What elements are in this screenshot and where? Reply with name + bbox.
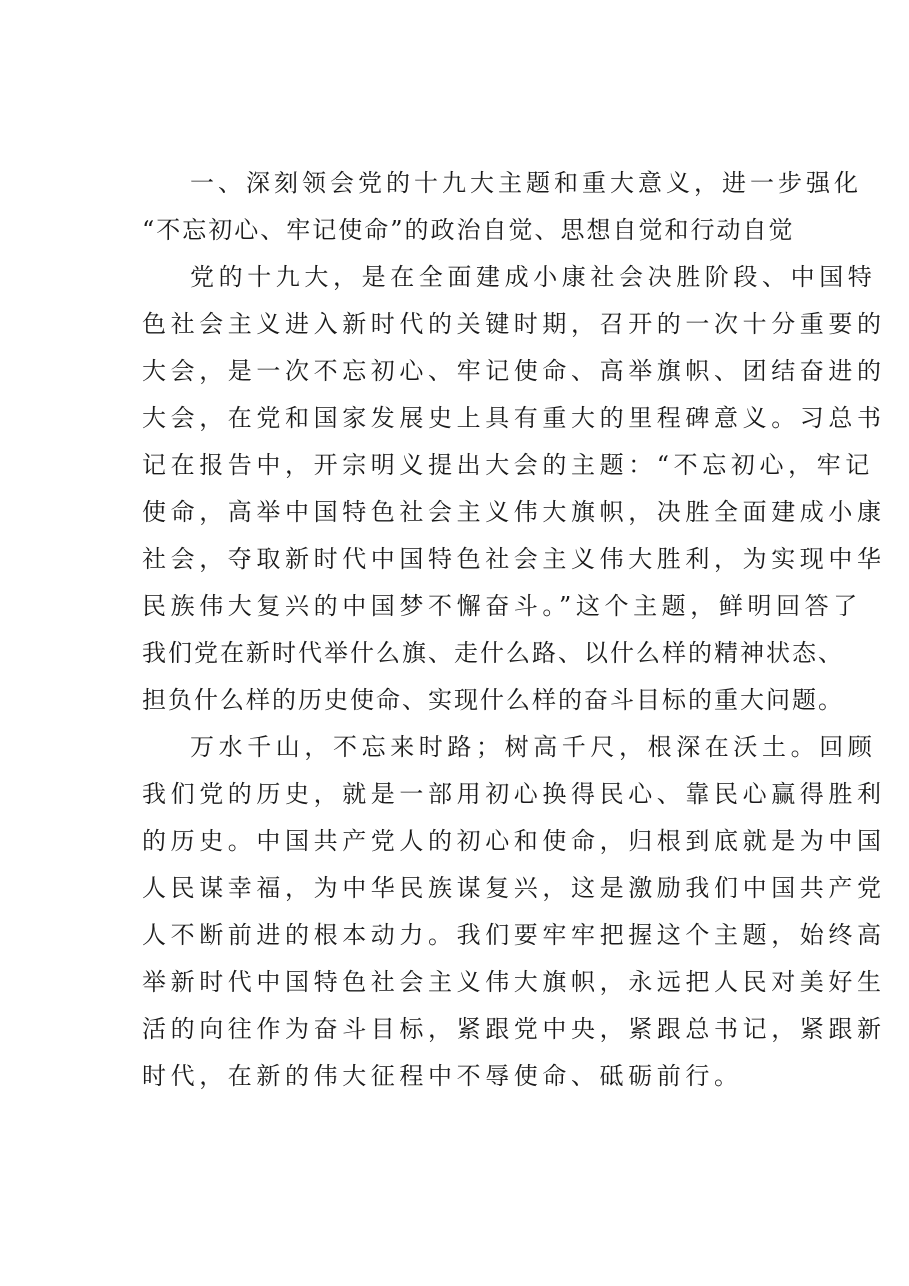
document-body — [142, 160, 886, 1100]
heading-line: “不忘初心、牢记使命”的政治自觉、思想自觉和行动自觉 — [142, 216, 795, 244]
paragraph-line: 时代，在新的伟大征程中不辱使命、砥砺前行。 — [142, 1062, 743, 1090]
paragraph-line: 我们党在新时代举什么旗、走什么路、以什么样的精神状态、 — [142, 639, 844, 667]
paragraph-line: 万水千山，不忘来时路；树高千尺，根深在沃土。回顾 — [190, 733, 877, 761]
paragraph-2 — [142, 724, 886, 1100]
paragraph-line: 我们党的历史，就是一部用初心换得民心、靠民心赢得胜利 — [142, 780, 886, 808]
paragraph-line: 大会，在党和国家发展史上具有重大的里程碑意义。习总书 — [142, 404, 886, 432]
paragraph-line: 担负什么样的历史使命、实现什么样的奋斗目标的重大问题。 — [142, 686, 844, 714]
paragraph-line: 民族伟大复兴的中国梦不懈奋斗。”这个主题，鲜明回答了 — [142, 592, 862, 620]
paragraph-line: 记在报告中，开宗明义提出大会的主题：“不忘初心，牢记 — [142, 451, 874, 479]
paragraph-line: 的历史。中国共产党人的初心和使命，归根到底就是为中国 — [142, 827, 886, 855]
paragraph-line: 社会，夺取新时代中国特色社会主义伟大胜利，为实现中华 — [142, 545, 886, 573]
section-heading — [142, 160, 862, 254]
paragraph-line: 人民谋幸福，为中华民族谋复兴，这是激励我们中国共产党 — [142, 874, 886, 902]
heading-line: 一、深刻领会党的十九大主题和重大意义，进一步强化 — [190, 169, 862, 197]
paragraph-line: 色社会主义进入新时代的关键时期，召开的一次十分重要的 — [142, 310, 886, 338]
paragraph-line: 大会，是一次不忘初心、牢记使命、高举旗帜、团结奋进的 — [142, 357, 886, 385]
paragraph-line: 举新时代中国特色社会主义伟大旗帜，永远把人民对美好生 — [142, 968, 886, 996]
paragraph-1 — [142, 254, 886, 724]
paragraph-line: 活的向往作为奋斗目标，紧跟党中央，紧跟总书记，紧跟新 — [142, 1015, 886, 1043]
paragraph-line: 使命，高举中国特色社会主义伟大旗帜，决胜全面建成小康 — [142, 498, 886, 526]
paragraph-line: 人不断前进的根本动力。我们要牢牢把握这个主题，始终高 — [142, 921, 886, 949]
paragraph-line: 党的十九大，是在全面建成小康社会决胜阶段、中国特 — [190, 263, 877, 291]
